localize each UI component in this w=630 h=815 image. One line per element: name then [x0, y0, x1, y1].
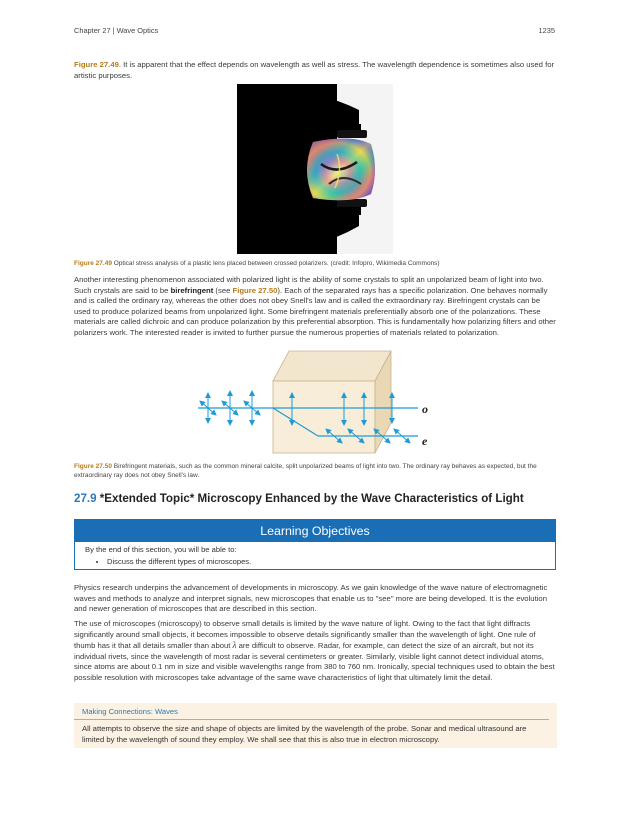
learning-objectives-heading: Learning Objectives [75, 520, 555, 542]
making-connections-text: All attempts to observe the size and shape of objects are limited by the wavelength of the probe. Sonar and medical ultrasound are limited by the wavelength of sound they employ. We shall see that this is also true in electron microscopy. [82, 724, 527, 744]
figure-50-caption: Figure 27.50 Birefringent materials, such as the common mineral calcite, split unpolarized beams of light into two. The ordinary ray behaves as expected, but the extraordinary ray does not obey Snell's law. [74, 463, 537, 479]
learning-objectives-box [74, 519, 556, 570]
figure-49-caption: Figure 27.49 Optical stress analysis of a plastic lens placed between crossed polarizers. (credit: Infopro, Wikimedia Commons) [74, 260, 440, 267]
learning-objectives-list [85, 557, 545, 566]
birefringence-paragraph: Another interesting phenomenon associated with polarized light is the ability of some crystals to split an unpolarized beam of light into two. Such crystals are said to be birefringent (see Figure 27.50). Each of the separated rays has a specific polarization. One behaves normally and is called the ordinary ray, whereas the other does not obey Snell's law and is called the extraordinary ray. Birefringent crystals can be used to produce polarized beams from unpolarized light. Some birefringent materials preferentially absorb one of the polarizations. These materials are called dichroic and can produce polarization by this preferential absorption. This is fundamentally how polarizing filters and other polarizers work. The interested reader is invited to further pursue the numerous properties of materials related to polarization. [74, 275, 556, 337]
birefringence-diagram [196, 349, 436, 455]
physics-research-paragraph: Physics research underpins the advancement of developments in microscopy. As we gain knowledge of the wave nature of electromagnetic waves and methods to analyze and interpret signals, new microscopes that enable us to "see" more are being developed. It is the evolution and newer generation of microscopes that are described in this section. [74, 583, 548, 614]
extraordinary-ray-label: e [422, 434, 428, 448]
birefringent-term: birefringent [170, 285, 214, 295]
page-header [74, 26, 555, 35]
learning-objective-item: • Discuss the different types of microscopes. [107, 557, 545, 566]
making-connections-box [74, 703, 557, 748]
microscope-use-paragraph: The use of microscopes (microscopy) to observe small details is limited by the wave nature of light. Owing to the fact that light diffracts significantly around small objects, it becomes impossible to observe details significantly smaller than the wavelength of light. One rule of thumb has it that all details smaller than about λ are difficult to observe. Radar, for example, can detect the size of an aircraft, but not its individual rivets, since the wavelength of most radar is several centimeters or greater. Similarly, visible light cannot detect individual atoms, since atoms are about 0.1 nm in size and visible wavelengths range from 380 to 760 nm. Ironically, special techniques used to obtain the best possible resolution with microscopes take advantage of the same wave characteristics of light that ultimately limit the detail. [74, 619, 555, 682]
figure-49-link[interactable]: Figure 27.49 [74, 60, 119, 69]
section-heading: 27.9 *Extended Topic* Microscopy Enhanced by the Wave Characteristics of Light [74, 492, 524, 505]
ordinary-ray-label: o [422, 402, 428, 416]
stress-analysis-photo [237, 84, 393, 254]
making-connections-heading: Making Connections: Waves [74, 703, 549, 720]
page-number: 1235 [538, 26, 555, 35]
lambda-symbol: λ [232, 640, 237, 651]
chapter-title: Chapter 27 | Wave Optics [74, 26, 159, 35]
figure-50-link[interactable]: Figure 27.50 [232, 285, 278, 295]
intro-paragraph: Figure 27.49. It is apparent that the effect depends on wavelength as well as stress. The wavelength dependence is sometimes also used for artistic purposes. [74, 60, 555, 80]
learning-objectives-intro: By the end of this section, you will be able to: [85, 545, 237, 554]
